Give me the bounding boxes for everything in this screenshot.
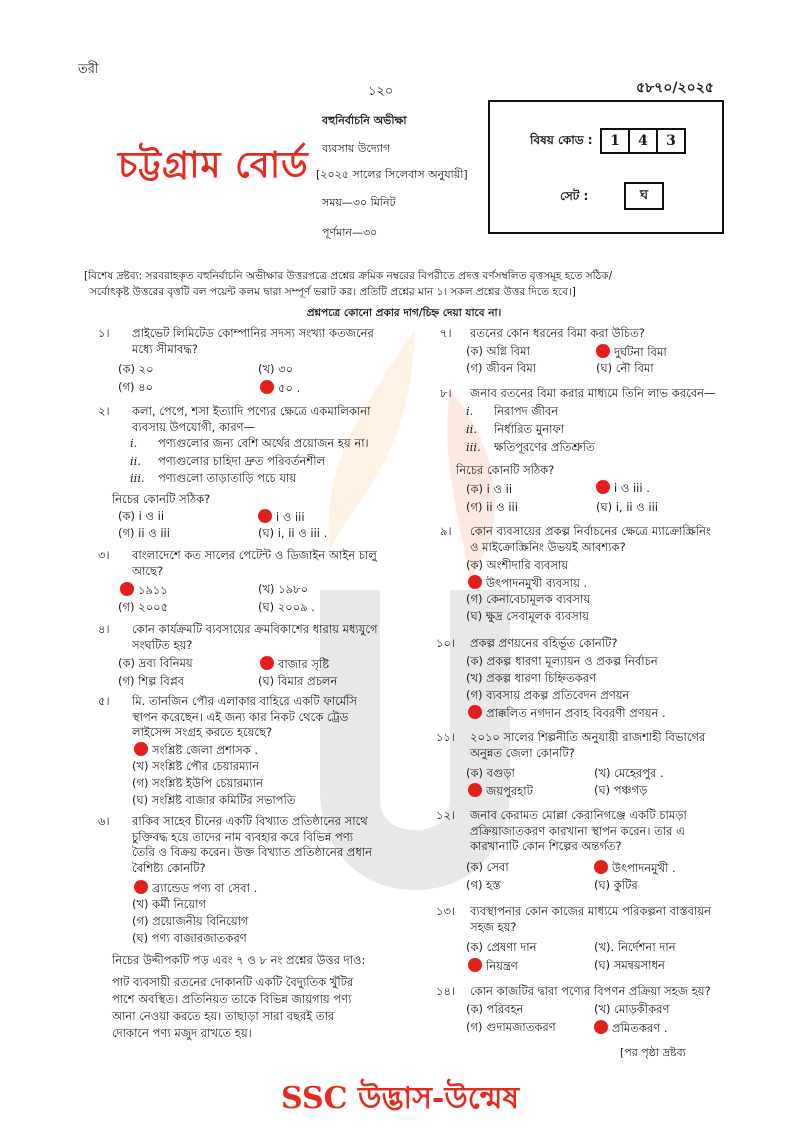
question-text: ও মাইক্রোস্ক্রিনিং উভয়ই আবশ্যক?: [470, 539, 626, 554]
exam-time: সময়—৩০ মিনিট: [322, 196, 396, 209]
option-ga: (গ) ব্যবসায় প্রকল্প প্রতিবেদন প্রণয়ন: [466, 688, 630, 702]
option-gha: (ঘ) সংশ্লিষ্ট বাজার কমিটির সভাপতি: [132, 793, 296, 807]
board-title: চট্টগ্রাম বোর্ড: [118, 145, 309, 186]
option-kha: (খ) সংশ্লিষ্ট পৌর চেয়ারম্যান: [132, 759, 260, 773]
question-text: ব্যবসায় উপযোগী, কারণ—: [132, 419, 256, 434]
answer-marker-icon: [468, 575, 482, 589]
option-gha: (ঘ) ক্ষুদ্র সেবামূলক ব্যবসায়: [466, 609, 589, 623]
question-number: ৪।: [98, 622, 110, 636]
option-kha: (খ). নির্দেশনা দান: [594, 940, 676, 954]
question-text: স্থাপন করেছেন। এই জন্য কার নিকট থেকে ট্রেড: [132, 709, 349, 724]
statement-text: নির্ধারিত মুনাফা: [494, 422, 565, 436]
full-marks: পূর্ণমান—৩০: [322, 226, 378, 239]
option-text: ১৯১১: [138, 583, 168, 597]
set-value: ঘ: [624, 182, 664, 210]
question-number: ৩।: [98, 548, 110, 562]
answer-marker-icon: [260, 380, 274, 394]
option-kha: [260, 656, 329, 672]
question-number: ১১।: [436, 730, 456, 744]
option-ga: (গ) জীবন বিমা: [466, 361, 537, 375]
question-text: জনাব কেরামত মোল্লা কেরানিগঞ্জে একটি চামড়া: [470, 808, 687, 822]
answer-marker-icon: [258, 509, 272, 523]
stimulus-text: আনা নেওয়া করতে হয়। তাছাড়া সারা বছরই তার: [112, 1009, 335, 1023]
question-number: ৭।: [440, 326, 452, 340]
set-label: সেট :: [560, 189, 589, 203]
option-text: i ও iii .: [614, 481, 650, 495]
option-ka: [134, 880, 257, 896]
question-text: প্রকল্প প্রণয়নের বহির্ভূত কোনটি?: [470, 636, 618, 650]
option-gha: (ঘ) নৌ বিমা: [596, 361, 654, 375]
question-text: আছে?: [132, 563, 164, 578]
stimulus-text: পাট ব্যবসায়ী রতনের দোকানটি একটি বৈদ্যুতিক খুঁটির: [112, 975, 354, 989]
question-text: কলা, পেপে, শসা ইত্যাদি পণ্যের ক্ষেত্রে একমালিকানা: [132, 404, 371, 418]
subject-name: ব্যবসায় উদ্যোগ: [322, 142, 391, 155]
question-text: চুক্তিবদ্ধ হয়ে তাদের নাম ব্যবহার করে বিভিন্ন পণ্য: [132, 829, 354, 844]
statement-text: পণ্যগুলো তাড়াতাড়ি পচে যায়: [158, 471, 297, 485]
statement-text: নিরাপদ জীবন: [494, 404, 559, 418]
prompt-text: নিচের কোনটি সঠিক?: [112, 492, 211, 506]
option-ga: (গ) ii ও iii: [466, 500, 518, 514]
option-gha: (ঘ) সমন্বয়সাধন: [594, 958, 665, 972]
option-kha: (খ) মোড়কীকরণ: [594, 1002, 670, 1016]
question-number: ৬।: [98, 814, 110, 828]
option-ga: (গ) ৪০: [118, 380, 154, 394]
stimulus-text: দোকানে পণ্য মজুদ রাখতে হয়।: [112, 1026, 252, 1040]
option-text: i ও iii: [276, 510, 305, 524]
code-box: [488, 100, 724, 234]
question-text: মধ্যে সীমাবদ্ধ?: [132, 341, 198, 356]
answer-marker-icon: [594, 1020, 608, 1034]
option-ka: [134, 742, 258, 758]
question-number: ৯।: [440, 524, 452, 538]
answer-marker-icon: [468, 705, 482, 719]
question-5: [98, 694, 428, 741]
option-gha: (ঘ) বিমার প্রচলন: [258, 674, 338, 688]
option-kha: (খ) ১৯৮০: [258, 582, 309, 596]
instructions: [84, 268, 724, 321]
question-6: [98, 814, 428, 876]
subject-code-digit: 1: [600, 128, 630, 154]
option-ka: (ক) সেবা: [466, 860, 509, 874]
option-text: দুর্ঘটনা বিমা: [614, 345, 667, 359]
question-3: [98, 548, 428, 579]
subject-code-digits: [600, 128, 686, 154]
option-kha: (খ) কর্মী নিয়োগ: [132, 897, 206, 911]
question-number: ১৩।: [436, 904, 456, 918]
instruction-line: সর্বোৎকৃষ্ট উত্তরের বৃত্তটি বল পয়েন্ট কলম দ্বারা সম্পূর্ণ ভরাট কর। প্রতিটি প্রশ্নের মান ১। সকল প্রশ্নের উত্তর দিতে হবে।]: [90, 286, 576, 298]
option-ka: (ক) ২০: [118, 362, 154, 376]
option-ga: (গ) ii ও iii: [118, 526, 170, 540]
option-gha: (ঘ) পণ্য বাজারজাতকরণ: [132, 931, 247, 945]
option-gha: (ঘ) i, ii ও iii: [596, 500, 658, 514]
roman-mark: iii.: [130, 471, 145, 485]
option-text: নিয়ন্ত্রণ: [486, 959, 518, 973]
instruction-line: [বিশেষ দ্রষ্টব্য: সরবরাহকৃত বহুনির্বাচনি অভীক্ষার উত্তরপত্রে প্রশ্নের ক্রমিক নম্বরের বিপরীতে প্রদত্ত বর্ণসম্বলিত বৃত্তসমূহ হতে সঠিক/: [84, 270, 613, 282]
option-ga: (গ) গুদামজাতকরণ: [466, 1020, 556, 1034]
option-gha: [594, 1020, 668, 1036]
option-ga: [468, 958, 518, 974]
option-ka: (ক) বগুড়া: [466, 766, 515, 780]
option-ga: [468, 783, 533, 799]
option-gha: (ঘ) কুটির: [594, 878, 638, 892]
option-ka: (ক) দ্রব্য বিনিময়: [118, 656, 193, 670]
question-7: [440, 326, 740, 342]
option-ka: (ক) i ও ii: [118, 509, 165, 523]
option-ka: [120, 582, 168, 598]
option-kha: [596, 480, 650, 496]
question-text: কোন ব্যবসায়ের প্রকল্প নির্বাচনের ক্ষেত্রে ম্যাক্রোস্ক্রিনিং: [470, 524, 711, 538]
option-text: প্রাক্কলিত নগদান প্রবাহ বিবরণী প্রণয়ন .: [486, 706, 666, 720]
question-text: কোন কার্যক্রমটি ব্যবসায়ের ক্রমবিকাশের ধারায় মধ্যযুগে: [132, 622, 378, 636]
statement-ii: [130, 454, 325, 469]
option-text: ব্র্যান্ডেড পণ্য বা সেবা .: [152, 881, 258, 895]
question-4: [98, 622, 428, 653]
question-12: [436, 808, 736, 855]
option-text: ৫০ .: [278, 381, 301, 395]
stimulus-intro: নিচের উদ্দীপকটি পড় এবং ৭ ও ৮ নং প্রশ্নের উত্তর দাও:: [112, 953, 366, 967]
option-gha: (ঘ) পঞ্চগড়: [594, 783, 648, 797]
question-text: অনুন্নত জেলা কোনটি?: [470, 745, 575, 760]
statement-i: [466, 404, 558, 419]
question-number: ৮।: [440, 386, 452, 400]
roman-mark: i.: [466, 404, 474, 418]
option-gha: [260, 380, 300, 396]
question-text: ২০১০ সালের শিল্পনীতি অনুযায়ী রাজশাহী বিভাগের: [470, 730, 706, 744]
option-ga: (গ) কেনাবেচামূলক ব্যবসায়: [466, 592, 591, 606]
question-text: রতনের কোন ধরনের বিমা করা উচিত?: [470, 326, 645, 340]
option-text: উৎপাদনমুখী ব্যবসায় .: [486, 576, 588, 590]
syllabus-note: [২০২৫ সালের সিলেবাস অনুযায়ী]: [316, 168, 468, 181]
answer-marker-icon: [596, 344, 610, 358]
question-text: বাংলাদেশে কত সালের পেটেন্ট ও ডিজাইন আইন চালু: [132, 548, 377, 562]
instruction-warning: প্রশ্নপত্রে কোনো প্রকার দাগ/চিহ্ন দেয়া যাবে না।: [306, 307, 502, 319]
roman-mark: i.: [130, 436, 138, 450]
question-9: [440, 524, 740, 555]
stimulus-text: পাশে অবস্থিত। প্রতিনিয়ত তাকে বিভিন্ন জায়গায় পণ্য: [112, 992, 352, 1006]
option-ka: (ক) প্রেষণা দান: [466, 940, 537, 954]
option-ka: (ক) অগ্নি বিমা: [466, 344, 530, 358]
answer-marker-icon: [134, 880, 148, 894]
statement-i: [130, 436, 369, 451]
roman-mark: ii.: [130, 454, 142, 468]
option-kha: (খ) মেহেরপুর .: [594, 766, 664, 780]
question-13: [436, 904, 736, 935]
question-text: কারখানাটি কোন শিল্পের অন্তর্গত?: [470, 839, 622, 853]
answer-marker-icon: [468, 958, 482, 972]
question-text: তৈরি ও বিক্রয় করেন। উক্ত বিখ্যাত প্রতিষ্ঠানের প্রধান: [132, 845, 373, 859]
option-gha: [468, 705, 666, 721]
continue-note: [পর পৃষ্ঠা দ্রষ্টব্য: [620, 1046, 686, 1059]
statement-iii: [466, 440, 595, 455]
question-10: [436, 636, 736, 652]
statement-iii: [130, 471, 296, 486]
option-text: সংশ্লিষ্ট জেলা প্রশাসক .: [152, 743, 259, 757]
option-ka: (ক) প্রকল্প ধারণা মূল্যায়ন ও প্রকল্প নির্বাচন: [466, 654, 658, 668]
option-kha: [468, 575, 587, 591]
question-code: ৫৮৭০/২০২৫: [636, 80, 714, 96]
stimulus: [112, 952, 432, 1042]
answer-marker-icon: [120, 582, 134, 596]
option-ga: (গ) সংশ্লিষ্ট ইউপি চেয়ারম্যান: [132, 776, 263, 790]
question-8: [440, 386, 740, 402]
option-kha: (খ) ৩০: [258, 362, 294, 376]
question-number: ৫।: [98, 694, 110, 708]
question-text: কোন কাজটির দ্বারা পণ্যের বিপণন প্রক্রিয়া সহজ হয়?: [470, 984, 711, 998]
exam-name: বহুনির্বাচনি অভীক্ষা: [322, 114, 407, 127]
corner-label: তরী: [78, 62, 99, 77]
question-number: ১।: [98, 326, 110, 340]
question-text: লাইসেন্স সংগ্রহ করতে হয়েছে?: [132, 725, 273, 739]
option-kha: [258, 509, 305, 525]
option-kha: [596, 344, 667, 360]
question-text: ব্যবস্থাপনার কোন কাজের মাধ্যমে পরিকল্পনা বাস্তবায়ন: [470, 904, 711, 918]
question-text: প্রাইভেট লিমিটেড কোম্পানির সদস্য সংখ্যা কতজনের: [132, 326, 374, 340]
question-number: ১৪।: [436, 984, 456, 998]
option-gha: (ঘ) i, ii ও iii .: [258, 526, 328, 540]
question-text: মি. তানজিন পৌর এলাকার বাহিরে একটি ফার্মেসি: [132, 694, 357, 708]
question-text: সংঘটিত হয়?: [132, 637, 193, 652]
answer-marker-icon: [596, 480, 610, 494]
question-text: রাকিব সাহেব চীনের একটি বিখ্যাত প্রতিষ্ঠানের সাথে: [132, 814, 368, 828]
roman-mark: ii.: [466, 422, 478, 436]
statement-text: ক্ষতিপূরণের প্রতিশ্রুতি: [494, 440, 595, 454]
question-number: ১০।: [436, 636, 456, 650]
option-kha: (খ) প্রকল্প ধারণা চিহ্নিতকরণ: [466, 671, 597, 685]
question-11: [436, 730, 736, 761]
question-14: [436, 984, 736, 1000]
roman-mark: iii.: [466, 440, 481, 454]
option-ga: (গ) ২০০৫: [118, 600, 169, 614]
option-text: প্রমিতকরণ .: [612, 1021, 668, 1035]
page-number: ১২০: [368, 84, 394, 99]
answer-marker-icon: [594, 860, 608, 874]
question-number: ২।: [98, 404, 110, 418]
option-gha: (ঘ) ২০০৯ .: [258, 600, 315, 614]
subject-code-label: বিষয় কোড :: [530, 133, 593, 147]
statement-ii: [466, 422, 564, 437]
prompt-text: নিচের কোনটি সঠিক?: [456, 463, 555, 477]
question-number: ১২।: [436, 808, 456, 822]
option-ka: (ক) i ও ii: [466, 482, 513, 496]
subject-code-digit: 3: [656, 128, 686, 154]
question-1: [98, 326, 428, 357]
option-ga: (গ) শিল্প বিপ্লব: [118, 674, 185, 688]
question-text: প্রক্রিয়াজাতকরণ কারখানা স্থাপন করেন। তার এ: [470, 823, 685, 838]
option-text: বাজার সৃষ্টি: [278, 657, 330, 671]
option-kha: [594, 860, 676, 876]
answer-marker-icon: [468, 783, 482, 797]
statement-text: পণ্যগুলোর চাহিদা দ্রুত পরিবর্তনশীল: [158, 454, 326, 468]
answer-marker-icon: [260, 656, 274, 670]
option-ka: (ক) পরিবহন: [466, 1002, 524, 1016]
option-text: উৎপাদনমুখী .: [612, 861, 676, 875]
option-ka: (ক) অংশীদারি ব্যবসায়: [466, 558, 569, 572]
question-2: [98, 404, 428, 435]
option-ga: (গ) প্রয়োজনীয় বিনিয়োগ: [132, 914, 249, 928]
statement-text: পণ্যগুলোর জন্য বেশি অর্থের প্রয়োজন হয় না।: [158, 436, 369, 450]
option-text: জয়পুরহাট: [486, 784, 533, 798]
question-text: সহজ হয়?: [470, 919, 517, 934]
footer-brand: SSC উদ্ভাস-উন্মেষ: [280, 1081, 520, 1116]
answer-marker-icon: [134, 742, 148, 756]
question-text: বৈশিষ্ট্য কোনটি?: [132, 860, 206, 875]
subject-code-digit: 4: [628, 128, 658, 154]
question-text: জনাব রতনের বিমা করার মাধ্যমে তিনি লাভ করবেন—: [470, 386, 716, 400]
option-ga: (গ) হস্ত: [466, 878, 501, 892]
